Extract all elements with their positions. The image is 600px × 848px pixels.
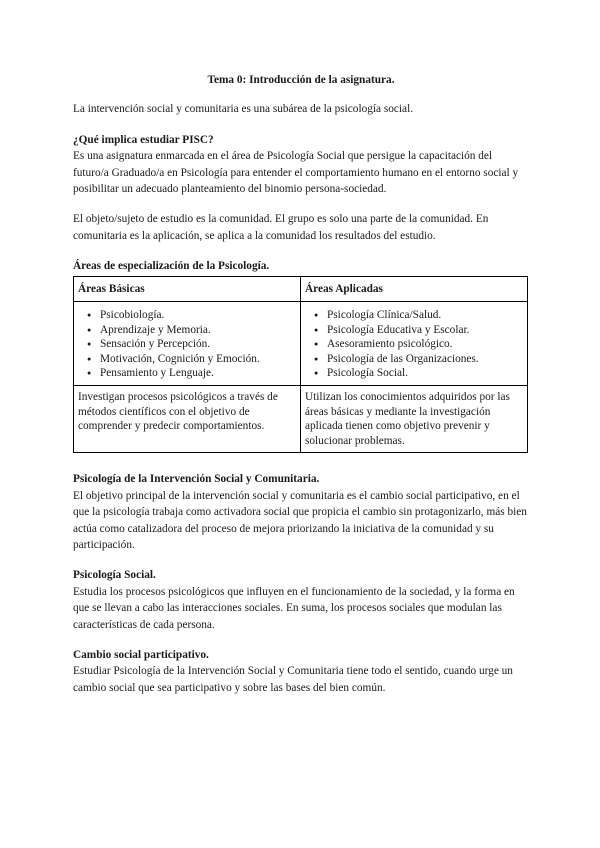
pisc-heading: ¿Qué implica estudiar PISC?: [73, 133, 214, 146]
list-item: ● Psicología Educativa y Escolar.: [327, 323, 523, 338]
intro-paragraph: La intervención social y comunitaria es una subárea de la psicología social.: [73, 103, 414, 116]
list-item: ● Pensamiento y Lenguaje.: [100, 366, 296, 381]
social-paragraph: Estudia los procesos psicológicos que influyen en el funcionamiento de la sociedad, y la forma en que se llevan a cabo las interacciones sociales. En suma, los procesos sociales que modulan las características de cada persona.: [73, 585, 515, 631]
objeto-paragraph: El objeto/sujeto de estudio es la comunidad. El grupo es solo una parte de la comunidad. En comunitaria es la aplicación, se aplica a la comunidad los resultados del estudio.: [73, 213, 489, 242]
aplicadas-list-cell: [301, 302, 528, 386]
cambio-paragraph: Estudiar Psicología de la Intervención Social y Comunitaria tiene todo el sentido, cuando urge un cambio social que sea participativo y sobre las bases del bien común.: [73, 665, 513, 694]
table-header-row: [74, 276, 528, 301]
intervencion-paragraph: El objetivo principal de la intervención social y comunitaria es el cambio social participativo, en el que la psicología trabaja como activadora social que propicia el cambio sin protagonizarlo, más bien actúa como catalizadora del proceso de mejora priorizando la iniciativa de la comunidad y su participación.: [73, 489, 527, 552]
list-item: ● Psicología de las Organizaciones.: [327, 352, 523, 367]
list-item: ● Asesoramiento psicológico.: [327, 337, 523, 352]
list-item: ● Motivación, Cognición y Emoción.: [100, 352, 296, 367]
aplicadas-description: Utilizan los conocimientos adquiridos por las áreas básicas y mediante la investigación aplicada tienen como objetivo prevenir y solucionar problemas.: [301, 386, 528, 453]
pisc-paragraph: Es una asignatura enmarcada en el área de Psicología Social que persigue la capacitación del futuro/a Graduado/a en Psicología para entender el comportamiento humano en el entorno social y posibilitar un adecuado planteamiento del binomio persona-sociedad.: [73, 150, 519, 196]
table-row: [74, 302, 528, 386]
cambio-heading: Cambio social participativo.: [73, 649, 209, 662]
document-title: Tema 0: Introducción de la asignatura.: [207, 74, 395, 86]
basicas-list: [78, 308, 296, 381]
social-heading: Psicología Social.: [73, 569, 156, 582]
list-item: ● Aprendizaje y Memoria.: [100, 323, 296, 338]
areas-heading: Áreas de especialización de la Psicología.: [73, 260, 270, 273]
list-item: ● Sensación y Percepción.: [100, 337, 296, 352]
areas-table: [73, 276, 528, 454]
aplicadas-list: [305, 308, 523, 381]
basicas-list-cell: [74, 302, 301, 386]
intervencion-heading: Psicología de la Intervención Social y Comunitaria.: [73, 473, 320, 486]
header-areas-basicas: Áreas Básicas: [74, 276, 301, 301]
list-item: ● Psicología Clínica/Salud.: [327, 308, 523, 323]
basicas-description: Investigan procesos psicológicos a través de métodos científicos con el objetivo de comprender y predecir comportamientos.: [74, 386, 301, 453]
table-row: [74, 386, 528, 453]
list-item: ● Psicobiología.: [100, 308, 296, 323]
header-areas-aplicadas: Áreas Aplicadas: [301, 276, 528, 301]
list-item: ● Psicología Social.: [327, 366, 523, 381]
document-page: [73, 72, 529, 696]
